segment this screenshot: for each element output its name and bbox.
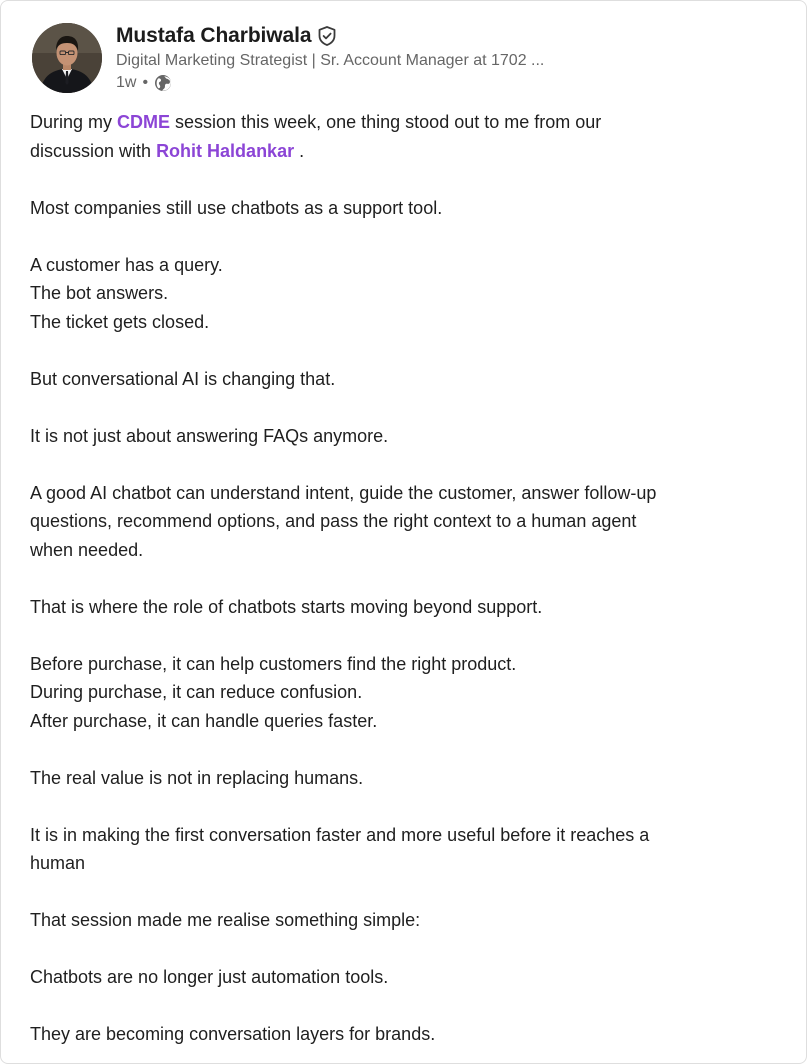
author-row [116,21,338,51]
post-line-4: A customer has a query. [30,254,223,275]
blank-line [30,222,780,251]
blank-line [30,878,780,907]
blank-line [30,564,780,593]
post-line-21: They are becoming conversation layers for brands. [30,1024,436,1044]
post-meta [116,73,172,93]
mention-cdme[interactable]: CDME [117,112,171,132]
blank-line [30,450,780,479]
post-line-13: Before purchase, it can help customers find the right product. [30,653,517,674]
text-segment: discussion with [30,140,157,161]
post-line-18: human [30,853,86,873]
post-line-5: The bot answers. [30,283,169,303]
post-line-11: when needed. [30,539,144,560]
post-header [32,21,772,95]
post-line-2 [30,137,780,166]
blank-line [30,792,780,821]
post-line-9: A good AI chatbot can understand intent, guide the customer, answer follow-up [30,482,657,503]
blank-line [30,735,780,764]
blank-line [30,165,780,194]
post-time[interactable]: 1w [116,74,137,91]
blank-line [30,992,780,1021]
blank-line [30,336,780,365]
avatar[interactable] [32,23,102,93]
mention-rohit-haldankar[interactable]: Rohit Haldankar [156,140,295,161]
post-line-3: Most companies still use chatbots as a support tool. [30,197,443,218]
text-segment: session this week, one thing stood out to me from our [170,112,602,132]
post-line-14: During purchase, it can reduce confusion. [30,682,363,702]
author-headline: Digital Marketing Strategist | Sr. Account Manager at 1702 ... [116,52,545,69]
post-line-19: That session made me realise something simple: [30,910,421,930]
text-segment: . [294,140,305,161]
text-segment: During my [30,112,118,132]
post-line-16: The real value is not in replacing humans. [30,767,364,788]
author-name[interactable]: Mustafa Charbiwala [116,24,312,47]
post-line-8: It is not just about answering FAQs anymore. [30,425,389,446]
blank-line [30,621,780,650]
post-line-17: It is in making the first conversation faster and more useful before it reaches a [30,824,650,845]
post-line-12: That is where the role of chatbots starts moving beyond support. [30,596,543,617]
verified-shield-icon[interactable] [316,25,338,47]
post-line-7: But conversational AI is changing that. [30,368,336,389]
post-body [30,108,780,1049]
post-line-15: After purchase, it can handle queries faster. [30,710,378,731]
post-line-1 [30,108,780,137]
globe-icon [154,74,172,92]
post-line-20: Chatbots are no longer just automation tools. [30,967,389,987]
meta-separator: • [142,74,149,91]
post-line-10: questions, recommend options, and pass the right context to a human agent [30,511,637,531]
blank-line [30,935,780,964]
avatar-photo [32,23,102,93]
post-line-6: The ticket gets closed. [30,311,210,332]
blank-line [30,393,780,422]
